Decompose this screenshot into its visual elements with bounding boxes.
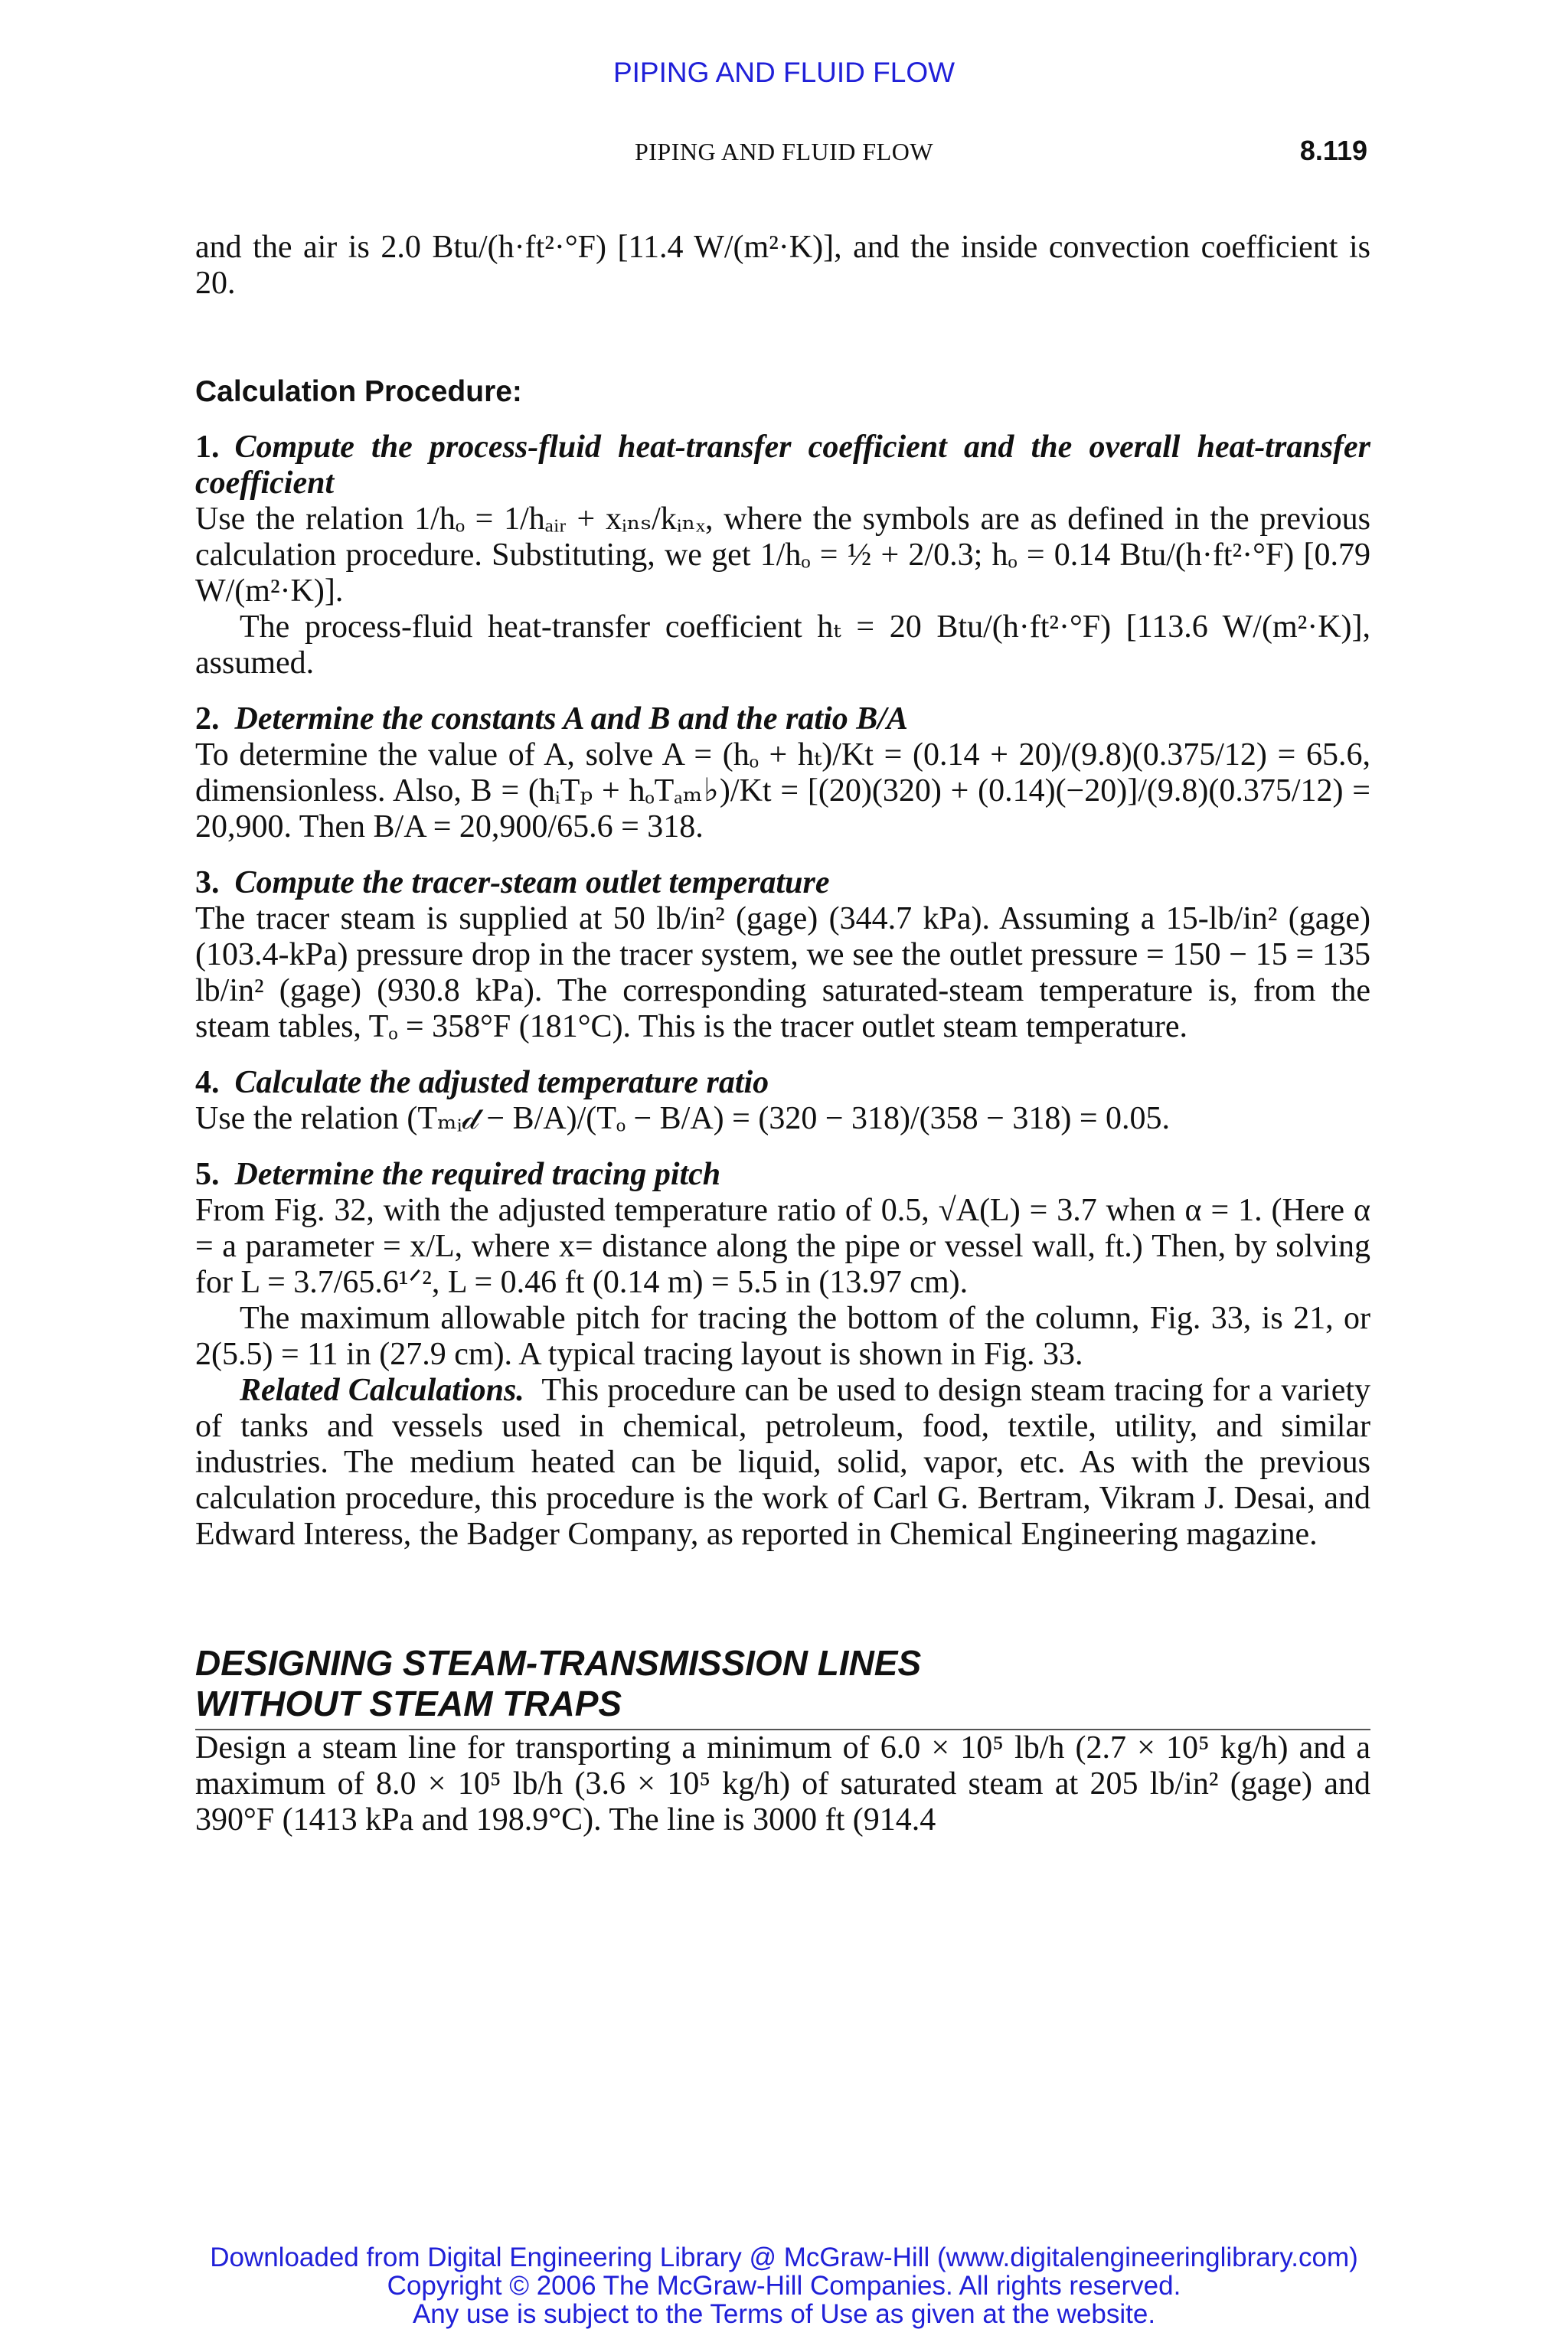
- step-paragraph: The maximum allowable pitch for tracing the bottom of the column, Fig. 33, is 21, or 2(5.5) = 11 in (27.9 cm). A typical tracing layout is shown in Fig. 33.: [195, 1301, 1370, 1372]
- step-title: Compute the process-fluid heat-transfer coefficient and the overall heat-transfer coefficient: [195, 430, 1370, 501]
- step-number: 4.: [195, 1065, 220, 1100]
- footer-copyright: Copyright © 2006 The McGraw-Hill Companies. All rights reserved.: [387, 2271, 1181, 2301]
- step-2: [195, 701, 1370, 845]
- step-title: Determine the constants A and B and the ratio B/A: [234, 701, 908, 737]
- step-title: Compute the tracer-steam outlet temperature: [234, 865, 830, 900]
- page-content: [195, 230, 1370, 1838]
- related-label: Related Calculations.: [240, 1373, 524, 1408]
- procedure-heading: Calculation Procedure:: [195, 375, 522, 408]
- top-link[interactable]: PIPING AND FLUID FLOW: [612, 57, 956, 88]
- page-number: 8.119: [1299, 135, 1367, 166]
- step-4: [195, 1065, 1370, 1137]
- footer-download-link[interactable]: Downloaded from Digital Engineering Library @ McGraw-Hill (www.digitalengineeringlibrary.com): [210, 2243, 1358, 2272]
- step-title: Determine the required tracing pitch: [234, 1157, 721, 1192]
- related-calculations: [195, 1373, 1370, 1553]
- step-paragraph: The tracer steam is supplied at 50 lb/in² (gage) (344.7 kPa). Assuming a 15-lb/in² (gage) (103.4-kPa) pressure drop in the tracer system, we see the outlet pressure = 150 − 15 = 135 lb/in² (gage) (930.8 kPa). The corresponding saturated-steam temperature is, from the steam tables, Tₒ = 358°F (181°C). This is the tracer outlet steam temperature.: [195, 901, 1370, 1044]
- section-title: [195, 1643, 1370, 1730]
- footer: [0, 2243, 1568, 2328]
- step-3: [195, 865, 1370, 1045]
- section-title-line: DESIGNING STEAM-TRANSMISSION LINES: [195, 1643, 922, 1683]
- step-paragraph: The process-fluid heat-transfer coefficient hₜ = 20 Btu/(h·ft²·°F) [113.6 W/(m²·K)], assumed.: [195, 609, 1370, 681]
- related-text: This procedure can be used to design steam tracing for a variety of tanks and vessels used in chemical, petroleum, food, textile, utility, and similar industries. The medium heated can be liquid, solid, vapor, etc. As with the previous calculation procedure, this procedure is the work of Carl G. Bertram, Vikram J. Desai, and Edward Interess, the Badger Company, as reported in Chemical Engineering magazine.: [195, 1373, 1371, 1552]
- intro-paragraph: and the air is 2.0 Btu/(h·ft²·°F) [11.4 W/(m²·K)], and the inside convection coefficient is 20.: [195, 230, 1370, 301]
- step-paragraph: Use the relation 1/hₒ = 1/hₐᵢᵣ + xᵢₙₛ/kᵢₙₓ, where the symbols are as defined in the previous calculation procedure. Substituting, we get 1/hₒ = ½ + 2/0.3; hₒ = 0.14 Btu/(h·ft²·°F) [0.79 W/(m²·K)].: [195, 501, 1370, 609]
- section-title-line: WITHOUT STEAM TRAPS: [195, 1684, 622, 1723]
- step-paragraph: Use the relation (Tₘᵢ𝒹 − B/A)/(Tₒ − B/A) = (320 − 318)/(358 − 318) = 0.05.: [195, 1101, 1171, 1136]
- footer-terms-link[interactable]: Any use is subject to the Terms of Use as given at the website.: [412, 2299, 1156, 2329]
- step-1: [195, 430, 1370, 681]
- section-paragraph: Design a steam line for transporting a minimum of 6.0 × 10⁵ lb/h (2.7 × 10⁵ kg/h) and a maximum of 8.0 × 10⁵ lb/h (3.6 × 10⁵ kg/h) of saturated steam at 205 lb/in² (gage) and 390°F (1413 kPa and 198.9°C). The line is 3000 ft (914.4: [195, 1730, 1370, 1838]
- running-head: PIPING AND FLUID FLOW: [634, 138, 934, 165]
- step-paragraph: To determine the value of A, solve A = (hₒ + hₜ)/Kt = (0.14 + 20)/(9.8)(0.375/12) = 65.6, dimensionless. Also, B = (hᵢTₚ + hₒTₐₘ♭)/Kt = [(20)(320) + (0.14)(−20)]/(9.8)(0.375/12) = 20,900. Then B/A = 20,900/65.6 = 318.: [195, 737, 1370, 844]
- step-number: 5.: [195, 1157, 220, 1192]
- step-5: [195, 1157, 1370, 1553]
- step-number: 2.: [195, 701, 220, 737]
- step-number: 3.: [195, 865, 220, 900]
- step-paragraph: From Fig. 32, with the adjusted temperature ratio of 0.5, √A(L) = 3.7 when α = 1. (Here α = a parameter = x/L, where x= distance along the pipe or vessel wall, ft.) Then, by solving for L = 3.7/65.6¹ᐟ², L = 0.46 ft (0.14 m) = 5.5 in (13.97 cm).: [195, 1193, 1370, 1300]
- step-title: Calculate the adjusted temperature ratio: [234, 1065, 769, 1100]
- step-number: 1.: [195, 430, 220, 465]
